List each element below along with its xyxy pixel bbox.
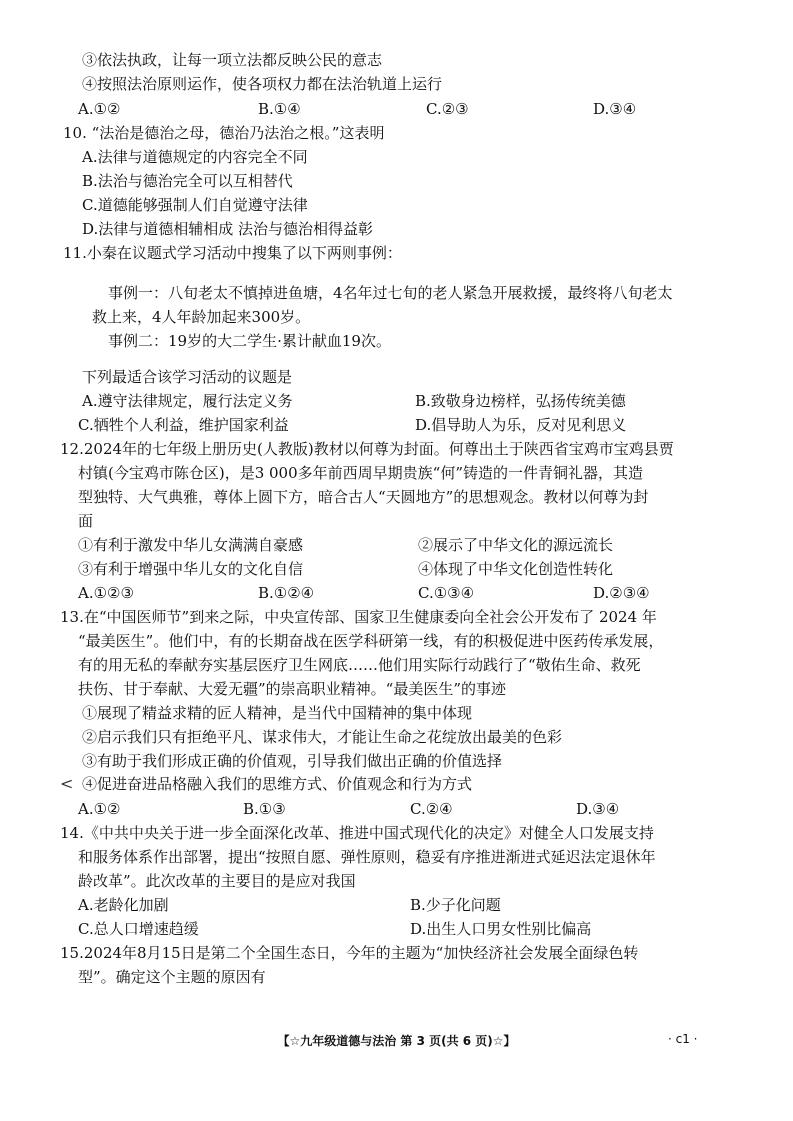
q12-options bbox=[78, 581, 728, 605]
q11-option-b[interactable]: B.致敬身边榜样，弘扬传统美德 bbox=[415, 392, 626, 410]
q9-options bbox=[78, 97, 728, 121]
q13-option-c[interactable]: C.②④ bbox=[410, 800, 453, 818]
q13-option-a[interactable]: A.①② bbox=[78, 800, 121, 818]
q9-option-a[interactable]: A.①② bbox=[78, 100, 121, 118]
page-footer: 【☆九年级道德与法治 第 3 页(共 6 页)☆】 bbox=[277, 1034, 516, 1048]
q13-item-4: ④促进奋进品格融入我们的思维方式、价值观念和行为方式 bbox=[82, 775, 473, 793]
q12-line-1: 12.2024年的七年级上册历史(人教版)教材以何尊为封面。何尊出土于陕西省宝鸡市宝鸡县贾 bbox=[60, 440, 674, 458]
q14-line-1: 14.《中共中央关于进一步全面深化改革、推进中国式现代化的决定》对健全人口发展支持 bbox=[60, 824, 654, 842]
previous-page-arrow-icon[interactable]: < bbox=[60, 774, 74, 793]
q15-line-1: 15.2024年8月15日是第二个全国生态日，今年的主题为“加快经济社会发展全面绿色转 bbox=[60, 944, 639, 962]
q13-item-3: ③有助于我们形成正确的价值观，引导我们做出正确的价值选择 bbox=[82, 752, 503, 770]
q11-option-a[interactable]: A.遵守法律规定，履行法定义务 bbox=[82, 392, 293, 410]
q13-line-1: 13.在“中国医师节”到来之际，中央宣传部、国家卫生健康委向全社会公开发布了 2024 年 bbox=[60, 608, 657, 626]
q12-item-1: ①有利于激发中华儿女满满自豪感 bbox=[78, 536, 304, 554]
q14-line-3: 龄改革”。此次改革的主要目的是应对我国 bbox=[78, 872, 356, 890]
q10-option-b[interactable]: B.法治与德治完全可以互相替代 bbox=[82, 172, 293, 190]
q12-items-row2 bbox=[78, 557, 728, 581]
q9-option-c[interactable]: C.②③ bbox=[426, 100, 469, 118]
q11-options-row1 bbox=[82, 389, 732, 413]
q11-case1-line1: 事例一：八旬老太不慎掉进鱼塘，4名年过七旬的老人紧急开展救援，最终将八旬老太 bbox=[108, 284, 673, 302]
q14-line-2: 和服务体系作出部署，提出“按照自愿、弹性原则，稳妥有序推进渐进式延迟法定退休年 bbox=[78, 848, 656, 866]
q14-option-d[interactable]: D.出生人口男女性别比偏高 bbox=[410, 920, 592, 938]
q12-option-c[interactable]: C.①③④ bbox=[418, 584, 475, 602]
page-code: · c1 · bbox=[668, 1032, 698, 1046]
q11-stem: 11.小秦在议题式学习活动中搜集了以下两则事例： bbox=[63, 244, 402, 262]
q9-option-b[interactable]: B.①④ bbox=[258, 100, 301, 118]
q14-options-row1 bbox=[78, 893, 728, 917]
q11-option-d[interactable]: D.倡导助人为乐，反对见利思义 bbox=[415, 416, 627, 434]
q10-option-a[interactable]: A.法律与道德规定的内容完全不同 bbox=[82, 148, 308, 166]
q13-item-2: ②启示我们只有拒绝平凡、谋求伟大，才能让生命之花绽放出最美的色彩 bbox=[82, 728, 563, 746]
q11-case1-line2: 救上来，4人年龄加起来300岁。 bbox=[92, 308, 311, 326]
q12-item-3: ③有利于增强中华儿女的文化自信 bbox=[78, 560, 304, 578]
q11-question: 下列最适合该学习活动的议题是 bbox=[82, 368, 293, 386]
q14-options-row2 bbox=[78, 917, 728, 941]
q12-line-2: 村镇(今宝鸡市陈仓区)，是3 000多年前西周早期贵族“何”铸造的一件青铜礼器，其造 bbox=[78, 464, 643, 482]
q13-item-1: ①展现了精益求精的匠人精神，是当代中国精神的集中体现 bbox=[82, 704, 473, 722]
q13-option-d[interactable]: D.③④ bbox=[576, 800, 620, 818]
q11-option-c[interactable]: C.牺牲个人利益，维护国家利益 bbox=[78, 416, 289, 434]
q10-stem: 10. “法治是德治之母，德治乃法治之根。”这表明 bbox=[63, 124, 385, 142]
q11-case2: 事例二：19岁的大二学生·累计献血19次。 bbox=[108, 332, 391, 350]
q14-option-b[interactable]: B.少子化问题 bbox=[410, 896, 501, 914]
q9-option-d[interactable]: D.③④ bbox=[593, 100, 637, 118]
q12-line-4: 面 bbox=[78, 512, 94, 530]
q12-item-2: ②展示了中华文化的源远流长 bbox=[418, 536, 614, 554]
q12-items-row1 bbox=[78, 533, 728, 557]
q15-line-2: 型”。确定这个主题的原因有 bbox=[78, 968, 266, 986]
q12-line-3: 型独特、大气典雅，尊体上圆下方，暗合古人“天圆地方”的思想观念。教材以何尊为封 bbox=[78, 488, 649, 506]
q13-options bbox=[78, 797, 728, 821]
q13-option-b[interactable]: B.①③ bbox=[243, 800, 286, 818]
q12-option-b[interactable]: B.①②④ bbox=[258, 584, 315, 602]
q13-line-3: 有的用无私的奉献夯实基层医疗卫生网底……他们用实际行动践行了“敬佑生命、救死 bbox=[78, 656, 641, 674]
q12-item-4: ④体现了中华文化创造性转化 bbox=[418, 560, 614, 578]
q10-option-c[interactable]: C.道德能够强制人们自觉遵守法律 bbox=[82, 196, 308, 214]
q14-option-c[interactable]: C.总人口增速趋缓 bbox=[78, 920, 199, 938]
q13-line-4: 扶伤、甘于奉献、大爱无疆”的崇高职业精神。“最美医生”的事迹 bbox=[78, 680, 507, 698]
q10-option-d[interactable]: D.法律与道德相辅相成 法治与德治相得益彰 bbox=[82, 220, 374, 238]
q12-option-a[interactable]: A.①②③ bbox=[78, 584, 134, 602]
q12-option-d[interactable]: D.②③④ bbox=[593, 584, 650, 602]
q9-item-4: ④按照法治原则运作，使各项权力都在法治轨道上运行 bbox=[82, 75, 443, 93]
q9-item-3: ③依法执政，让每一项立法都反映公民的意志 bbox=[82, 51, 383, 69]
q13-line-2: “最美医生”。他们中，有的长期奋战在医学科研第一线，有的积极促进中医药传承发展， bbox=[78, 632, 664, 650]
q11-options-row2 bbox=[78, 413, 728, 437]
q14-option-a[interactable]: A.老龄化加剧 bbox=[78, 896, 169, 914]
